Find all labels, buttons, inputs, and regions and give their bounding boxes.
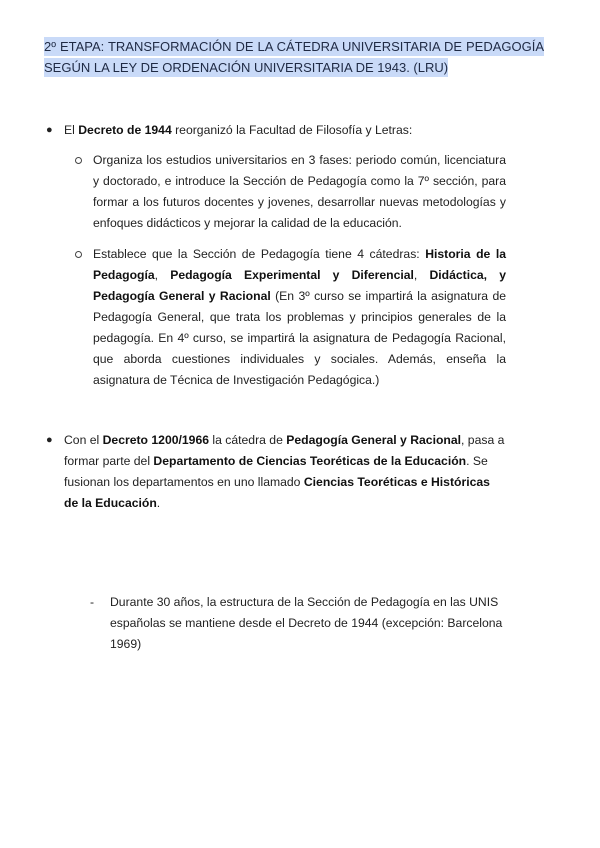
bullet-1-marker: ● [46, 124, 53, 136]
sub-bullet-1-marker [75, 157, 82, 164]
heading-text: 2º ETAPA: TRANSFORMACIÓN DE LA CÁTEDRA UNIVERSITARIA DE PEDAGOGÍA SEGÚN LA LEY DE ORDENACIÓN UNIVERSITARIA DE 1943. (LRU) [44, 39, 544, 75]
sub-bullet-2-bold: Historia de la Pedagogía [93, 247, 506, 282]
sub-bullet-2-marker [75, 251, 82, 258]
sub-bullet-2-part: Establece que la Sección de Pedagogía tiene 4 cátedras: [93, 247, 426, 261]
dash-marker: - [90, 595, 95, 609]
bullet-2-bold: Departamento de Ciencias Teoréticas de la Educación [153, 454, 467, 468]
sub-bullet-2-text [93, 244, 506, 391]
sub-bullet-2-bold: Pedagogía Experimental y Diferencial [170, 268, 414, 282]
bullet-2-bold: Decreto 1200/1966 [102, 433, 210, 447]
bullet-1-bold: Decreto de 1944 [78, 123, 172, 137]
bullet-2-part: la cátedra de [209, 433, 287, 447]
bullet-2-bold: Ciencias Teoréticas e Históricas de la Educación [64, 475, 490, 510]
sub-bullet-1-text: Organiza los estudios universitarios en 3 fases: periodo común, licenciatura y doctorado, e introduce la Sección de Pedagogía como la 7º sección, para formar a los futuros docentes y jovenes, desarrollar nuevas metodologías y enfoques didácticos y mejorar la calidad de la educación. [93, 153, 506, 230]
bullet-2-marker: ● [46, 434, 53, 446]
section-heading [44, 36, 544, 78]
bullet-2-part: . [156, 496, 161, 510]
sub-bullet-2-part: , [154, 268, 171, 282]
bullet-1-suffix: reorganizó la Facultad de Filosofía y Letras: [171, 123, 413, 137]
sub-bullet-2-part: (En 3º curso se impartirá la asignatura de Pedagogía General, que trata los problemas y principios generales de la pedagogía. En 4º curso, se impartirá la asignatura de Pedagogía Racional, que aborda cuestiones individuales y sociales. Además, enseña la asignatura de Técnica de Investigación Pedagógica.) [93, 289, 506, 387]
dash-item-text: Durante 30 años, la estructura de la Sección de Pedagogía en las UNIS españolas se mantiene desde el Decreto de 1944 (excepción: Barcelona 1969) [110, 595, 503, 651]
bullet-2-part: Con el [64, 433, 103, 447]
bullet-1-text [64, 120, 544, 141]
sub-bullet-2-bold: Didáctica, y Pedagogía General y Racional [93, 268, 506, 303]
bullet-2-bold: Pedagogía General y Racional [286, 433, 462, 447]
sub-bullet-2-part: , [413, 268, 430, 282]
bullet-1-prefix: El [64, 123, 79, 137]
bullet-2-part: , pasa a formar parte del [64, 433, 505, 468]
bullet-2-part: . Se fusionan los departamentos en uno llamado [64, 454, 488, 489]
bullet-2-text [64, 430, 506, 514]
